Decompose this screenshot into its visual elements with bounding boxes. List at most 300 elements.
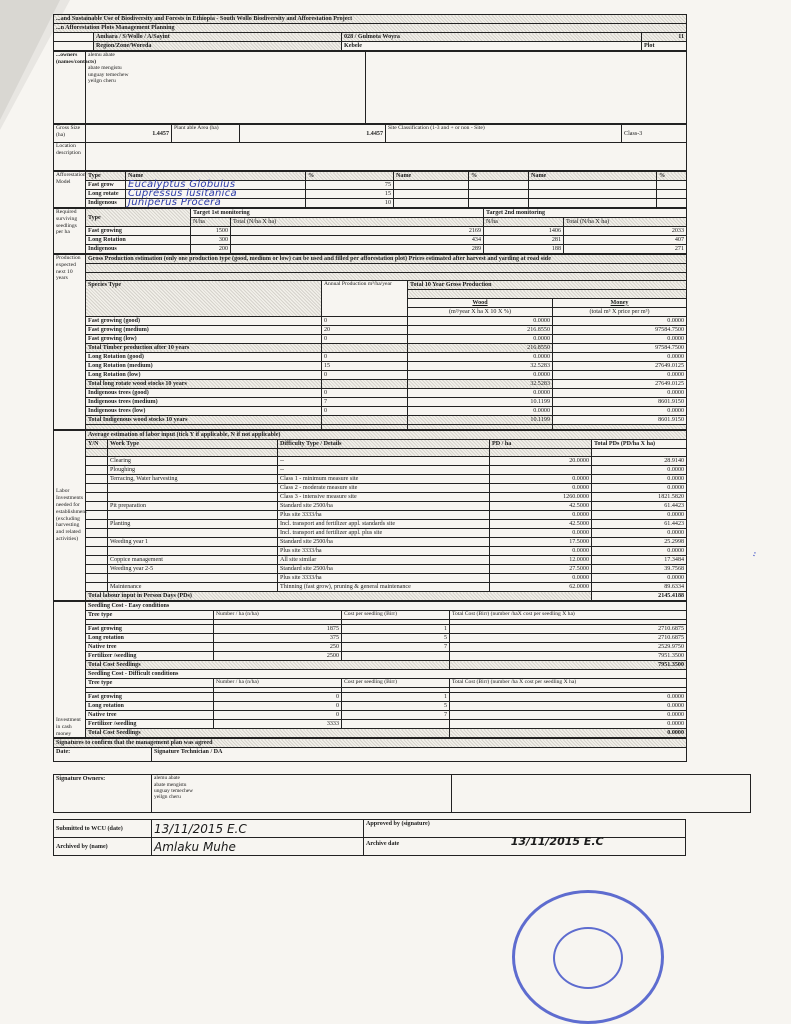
labour-pd: 0.0000: [490, 511, 592, 520]
seedling-total-label: Total Cost Seedlings: [86, 661, 450, 670]
production-annual: 7: [322, 397, 408, 406]
col-wood: Wood: [408, 298, 553, 307]
labour-difficulty: Standard site 2500/ha: [278, 538, 490, 547]
owner-name: yeilgn cheru: [88, 78, 116, 85]
labour-pd: 0.0000: [490, 529, 592, 538]
seedling-n1: 300: [191, 236, 231, 245]
production-species: Total Indigenous wood stocks 10 years: [86, 415, 322, 424]
production-money: 97584.7500: [553, 343, 687, 352]
labour-work-type: Planting: [108, 520, 278, 529]
investment-label: Investment in cash money: [54, 602, 86, 738]
labour-row: [54, 574, 687, 583]
col-yn: Y/N: [86, 439, 108, 448]
production-table: [53, 254, 687, 430]
labour-note: Average estimation of labor input (tick Y if applicable, N if not applicable): [86, 430, 687, 439]
production-wood: 32.5283: [408, 361, 553, 370]
owners-signature-table: [53, 774, 751, 813]
plantable-area-label: Plant able Area (ha): [172, 125, 240, 143]
labour-difficulty: Plus site 3333/ha: [278, 511, 490, 520]
labour-work-type: Clearing: [108, 457, 278, 466]
labour-pd: 42.5000: [490, 502, 592, 511]
production-species: Fast growing (low): [86, 334, 322, 343]
labour-difficulty: Class 1 - minimum measure site: [278, 475, 490, 484]
owners-signature-label: Signature Owners:: [54, 775, 152, 813]
production-wood: 0.0000: [408, 370, 553, 379]
seedling-cost: 1: [342, 693, 450, 702]
labour-yn: [86, 502, 108, 511]
owner-name: abate mengistu: [88, 64, 122, 71]
seedling-tree-type: Fertilizer /seedling: [86, 720, 214, 729]
col-name-3: Name: [529, 172, 657, 181]
location-label: Location description: [54, 143, 86, 171]
species-pct: 75: [306, 181, 394, 190]
seedling-cost: 5: [342, 702, 450, 711]
production-wood: 0.0000: [408, 352, 553, 361]
production-annual: 0: [322, 352, 408, 361]
date-label: Date:: [54, 748, 152, 762]
region-label: Region/Zone/Woreda: [94, 42, 342, 51]
col-nha: N/ha: [191, 218, 231, 227]
folded-corner-shadow: [0, 0, 60, 120]
labour-difficulty: Incl. transport and fertilizer appl. standards site: [278, 520, 490, 529]
labour-yn: [86, 475, 108, 484]
labour-difficulty: Class 2 - moderate measure site: [278, 484, 490, 493]
labour-total: 0.0000: [592, 547, 687, 556]
labour-total-label: Total labour input in Person Days (PDs): [86, 592, 592, 601]
seedling-tree-type: Fast growing: [86, 693, 214, 702]
labour-total: 0.0000: [592, 475, 687, 484]
labour-yn: [86, 583, 108, 592]
production-wood: 10.1199: [408, 397, 553, 406]
production-money: 27649.0125: [553, 379, 687, 388]
labour-difficulty: Plus site 3333/ha: [278, 574, 490, 583]
labour-difficulty: Class 3 - intensive measure site: [278, 493, 490, 502]
seedling-total: 2710.6875: [450, 634, 687, 643]
seedling-t1: 2169: [231, 227, 484, 236]
labour-row: [54, 520, 687, 529]
seedling-n1: 1500: [191, 227, 231, 236]
seedling-easy-table: [53, 601, 687, 738]
labour-total: 39.7568: [592, 565, 687, 574]
owner-signature-name: unguay temechew: [154, 787, 194, 794]
labour-yn: [86, 529, 108, 538]
labour-work-type: [108, 484, 278, 493]
production-annual: [322, 343, 408, 352]
approved-label: Approved by (signature): [364, 820, 686, 838]
labour-label: Labor Investments needed for establishment (excluding harvesting and related activities): [54, 430, 86, 601]
seedling-tree-type: Fertilizer /seedling: [86, 652, 214, 661]
production-wood: 10.1199: [408, 415, 553, 424]
col-pct-2: %: [469, 172, 529, 181]
seedling-t2: 2033: [564, 227, 687, 236]
production-money: 0.0000: [553, 352, 687, 361]
labour-yn: [86, 556, 108, 565]
seedling-cost: 7: [342, 711, 450, 720]
production-row: [54, 325, 687, 334]
archive-date-cell: [364, 835, 686, 856]
species-name: Cupressus lusitanica: [126, 190, 306, 199]
labour-pd: 27.5000: [490, 565, 592, 574]
production-wood: 0.0000: [408, 334, 553, 343]
production-species: Fast growing (medium): [86, 325, 322, 334]
labour-total-value: 2145.4188: [592, 592, 687, 601]
seedling-number: 375: [214, 634, 342, 643]
col-name: Name: [126, 172, 306, 181]
labour-row: [54, 493, 687, 502]
archived-name: Amlaku Muhe: [152, 838, 364, 856]
labour-pd: [490, 466, 592, 475]
labour-table: [53, 430, 687, 602]
model-type: Indigenous: [86, 199, 126, 208]
labour-row: [54, 538, 687, 547]
seedling-n2: 281: [484, 236, 564, 245]
seedling-n1: 200: [191, 245, 231, 254]
header-table: [53, 14, 687, 51]
owner-signature-name: alemu abate: [154, 775, 180, 782]
labour-yn: [86, 493, 108, 502]
col-pct: %: [306, 172, 394, 181]
labour-total: 1821.5820: [592, 493, 687, 502]
labour-pd: 1260.0000: [490, 493, 592, 502]
plot-label: Plot: [642, 42, 687, 51]
seedling-n2: 188: [484, 245, 564, 254]
seedlings-table: [53, 208, 687, 254]
seedling-tree-type: Long rotation: [86, 634, 214, 643]
site-class-label: Site Classification (1-3 and + or non - Site): [386, 125, 622, 143]
col-annual: Annual Production m³/ha/year: [322, 281, 408, 317]
site-class-value: Class-3: [622, 125, 687, 143]
production-annual: 0: [322, 388, 408, 397]
afforestation-model-table: [53, 171, 687, 208]
location-description: [86, 143, 687, 171]
production-annual: 0: [322, 370, 408, 379]
labour-yn: [86, 484, 108, 493]
seedling-type: Fast growing: [86, 227, 191, 236]
owner-name: unguay temechew: [88, 71, 129, 78]
labour-work-type: Pit preparation: [108, 502, 278, 511]
col-tree-type: Tree type: [86, 679, 214, 688]
seedling-total: 2529.9750: [450, 643, 687, 652]
labour-row: [54, 511, 687, 520]
col-cost: Cost per seedling (Birr): [342, 679, 450, 688]
labour-total: 61.4423: [592, 502, 687, 511]
production-label: Production expected next 10 years: [54, 255, 86, 430]
col-work: Work Type: [108, 439, 278, 448]
labour-work-type: Maintenance: [108, 583, 278, 592]
col-name-2: Name: [394, 172, 469, 181]
seedling-cost-row: [54, 643, 687, 652]
seedling-total-row: [54, 661, 687, 670]
owner-name: alemu abate: [88, 52, 115, 58]
col-tree-type: Tree type: [86, 611, 214, 620]
col-number: Number / ha (n/ha): [214, 679, 342, 688]
seedling-number: 3333: [214, 720, 342, 729]
seedling-easy-title: Seedling Cost - Easy conditions: [86, 602, 687, 611]
production-money: 97584.7500: [553, 325, 687, 334]
col-money: Money: [553, 298, 687, 307]
labour-difficulty: Thinning (fast grow), pruning & general maintenance: [278, 583, 490, 592]
labour-work-type: [108, 574, 278, 583]
labour-pd: 17.5000: [490, 538, 592, 547]
labour-row: [54, 556, 687, 565]
afforestation-model-label: Afforestation Model: [54, 172, 86, 208]
production-species: Long Rotation (low): [86, 370, 322, 379]
seedling-t1: 434: [231, 236, 484, 245]
kebele-value: 028 / Gulmota Woyra: [342, 33, 642, 42]
labour-yn: [86, 511, 108, 520]
labour-yn: [86, 538, 108, 547]
seedling-number: 250: [214, 643, 342, 652]
labour-work-type: [108, 493, 278, 502]
labour-total: 0.0000: [592, 511, 687, 520]
seedling-total: 0.0000: [450, 720, 687, 729]
owners-label: ...owners (names/contacts): [54, 52, 86, 124]
production-wood: 216.8550: [408, 325, 553, 334]
labour-difficulty: --: [278, 466, 490, 475]
labour-total: 17.3484: [592, 556, 687, 565]
confirm-note: Signatures to confirm that the management plan was agreed: [54, 739, 687, 748]
owner-signature-name: yeilgn cheru: [154, 793, 181, 800]
col-total-cost: Total Cost (Birr) (number /haX cost per seedling X ha): [450, 611, 687, 620]
labour-yn: [86, 520, 108, 529]
seedling-total: 2710.6875: [450, 625, 687, 634]
production-wood: 216.8550: [408, 343, 553, 352]
labour-yn: [86, 565, 108, 574]
production-species: Long Rotation (medium): [86, 361, 322, 370]
production-money: 0.0000: [553, 388, 687, 397]
labour-yn: [86, 466, 108, 475]
labour-total: 61.4423: [592, 520, 687, 529]
production-wood: 0.0000: [408, 388, 553, 397]
production-row: [54, 334, 687, 343]
col-pct-3: %: [657, 172, 687, 181]
production-species: Long Rotation (good): [86, 352, 322, 361]
col-total-production: Total 10 Year Gross Production: [408, 281, 687, 290]
submitted-label: Submitted to WCU (date): [54, 820, 152, 838]
seedling-total-value: 0.0000: [450, 729, 687, 738]
labour-row: [54, 475, 687, 484]
archive-date-value: 13/11/2015 E.C: [510, 835, 604, 849]
seedling-difficult-title: Seedling Cost - Difficult conditions: [86, 670, 687, 679]
seedling-total: 0.0000: [450, 693, 687, 702]
seedling-n2: 1406: [484, 227, 564, 236]
production-wood: 0.0000: [408, 406, 553, 415]
management-plan-form: [53, 14, 686, 856]
production-row: [54, 415, 687, 424]
production-row: [54, 361, 687, 370]
seedling-t2: 407: [564, 236, 687, 245]
species-name: Eucalyptus Globulus: [126, 181, 306, 190]
labour-work-type: [108, 529, 278, 538]
production-annual: [322, 415, 408, 424]
labour-difficulty: --: [278, 457, 490, 466]
archived-label: Archived by (name): [54, 838, 152, 856]
production-row: [54, 397, 687, 406]
col-money-sub: (total m³ X price per m³): [553, 307, 687, 316]
col-nha-2: N/ha: [484, 218, 564, 227]
species-pct: 15: [306, 190, 394, 199]
production-money: 8601.9150: [553, 397, 687, 406]
production-species: Total Timber production after 10 years: [86, 343, 322, 352]
labour-row: [54, 565, 687, 574]
species-pct: 10: [306, 199, 394, 208]
plot-info-table: [53, 124, 687, 171]
col-total-cost: Total Cost (Birr) (number /ha X cost per seedling X ha): [450, 679, 687, 688]
seedling-t2: 271: [564, 245, 687, 254]
labour-total: 0.0000: [592, 466, 687, 475]
labour-row: [54, 583, 687, 592]
production-money: 27649.0125: [553, 361, 687, 370]
target-2: Target 2nd monitoring: [484, 209, 687, 218]
seedling-tree-type: Long rotation: [86, 702, 214, 711]
gross-size-value: 1.4457: [86, 125, 172, 143]
col-difficulty: Difficulty Type / Details: [278, 439, 490, 448]
labour-row: [54, 502, 687, 511]
labour-difficulty: Standard site 2500/ha: [278, 565, 490, 574]
col-cost: Cost per seedling (Birr): [342, 611, 450, 620]
seedling-cost-row: [54, 693, 687, 702]
labour-work-type: Weeding year 1: [108, 538, 278, 547]
owner-signature-name: abate mengistu: [154, 781, 187, 788]
labour-row: [54, 529, 687, 538]
labour-difficulty: All site similar: [278, 556, 490, 565]
labour-yn: [86, 457, 108, 466]
gross-size-label: Gross Size (ha): [54, 125, 86, 143]
labour-total: 25.2998: [592, 538, 687, 547]
seedling-type: Long Rotation: [86, 236, 191, 245]
seedling-number: 2500: [214, 652, 342, 661]
labour-work-type: Terracing, Water harvesting: [108, 475, 278, 484]
owners-signature-space: [452, 775, 751, 813]
col-pd: PD / ha: [490, 439, 592, 448]
production-row: [54, 379, 687, 388]
owners-list: [86, 52, 366, 124]
production-row: [54, 352, 687, 361]
col-total-1: Total (N/ha X ha): [231, 218, 484, 227]
seedling-cost: [342, 720, 450, 729]
production-annual: 0: [322, 334, 408, 343]
official-stamp: [512, 890, 664, 1024]
seedling-cost-row: [54, 652, 687, 661]
labour-work-type: [108, 511, 278, 520]
labour-difficulty: Standard site 2500/ha: [278, 502, 490, 511]
production-row: [54, 370, 687, 379]
archive-date-label: Archive date: [366, 841, 400, 848]
labour-work-type: Coppice management: [108, 556, 278, 565]
col-type: Type: [86, 209, 191, 227]
col-number: Number / ha (n/ha): [214, 611, 342, 620]
seedling-cost-row: [54, 634, 687, 643]
labour-total: 0.0000: [592, 484, 687, 493]
seedling-cost-row: [54, 711, 687, 720]
seedling-total: 7951.3500: [450, 652, 687, 661]
labour-row: [54, 547, 687, 556]
seedling-number: 0: [214, 693, 342, 702]
seedling-total-value: 7951.3500: [450, 661, 687, 670]
technician-label: Signature Technician / DA: [152, 748, 687, 762]
labour-difficulty: Incl. transport and fertilizer appl. plus site: [278, 529, 490, 538]
labour-total: 0.0000: [592, 529, 687, 538]
form-title: ...n Afforestation Plots Management Planning: [54, 24, 687, 33]
production-wood: 0.0000: [408, 316, 553, 325]
kebele-label: Kebele: [342, 42, 642, 51]
submitted-date: 13/11/2015 E.C: [152, 820, 364, 838]
production-row: [54, 406, 687, 415]
seedling-total: 0.0000: [450, 702, 687, 711]
labour-pd: 0.0000: [490, 547, 592, 556]
target-1: Target 1st monitoring: [191, 209, 484, 218]
col-species: Species Type: [86, 281, 322, 317]
seedlings-label: Required surviving seedlings per ha: [54, 209, 86, 254]
production-annual: 0: [322, 316, 408, 325]
labour-pd: 0.0000: [490, 475, 592, 484]
labour-row: [54, 466, 687, 475]
owners-table: [53, 51, 687, 124]
production-row: [54, 316, 687, 325]
labour-row: [54, 484, 687, 493]
production-money: 0.0000: [553, 370, 687, 379]
seedling-cost: 5: [342, 634, 450, 643]
seedling-number: 1875: [214, 625, 342, 634]
labour-difficulty: Plus site 3333/ha: [278, 547, 490, 556]
labour-total: 89.6334: [592, 583, 687, 592]
production-annual: 15: [322, 361, 408, 370]
seedling-t1: 289: [231, 245, 484, 254]
labour-pd: 62.0000: [490, 583, 592, 592]
col-type: Type: [86, 172, 126, 181]
labour-pd: 0.0000: [490, 574, 592, 583]
labour-pd: 0.0000: [490, 484, 592, 493]
seedling-cost-row: [54, 702, 687, 711]
labour-total-row: [54, 592, 687, 601]
production-species: Indigenous trees (medium): [86, 397, 322, 406]
seedling-total: 0.0000: [450, 711, 687, 720]
col-total-pd: Total PDs (PD/ha X ha): [592, 439, 687, 448]
seedling-tree-type: Native tree: [86, 711, 214, 720]
production-species: Indigenous trees (low): [86, 406, 322, 415]
seedling-tree-type: Native tree: [86, 643, 214, 652]
seedling-cost: 7: [342, 643, 450, 652]
labour-work-type: Ploughing: [108, 466, 278, 475]
seedling-tree-type: Fast growing: [86, 625, 214, 634]
seedling-number: 0: [214, 702, 342, 711]
labour-pd: 20.0000: [490, 457, 592, 466]
production-wood: 32.5283: [408, 379, 553, 388]
production-row: [54, 343, 687, 352]
labour-work-type: Weeding year 2-5: [108, 565, 278, 574]
seedling-cost: 1: [342, 625, 450, 634]
signatures-table: [53, 738, 687, 762]
production-species: Total long rotate wood stocks 10 years: [86, 379, 322, 388]
production-note: Gross Production estimation (only one production type (good, medium or low) can be used and filled per afforestation plot) Prices estimated after harvest and yarding at road side: [86, 255, 687, 264]
seedling-total-row: [54, 729, 687, 738]
production-money: 8601.9150: [553, 415, 687, 424]
labour-yn: [86, 547, 108, 556]
seedling-cost-row: [54, 720, 687, 729]
seedling-type: Indigenous: [86, 245, 191, 254]
production-row: [54, 388, 687, 397]
plot-number: 11: [642, 33, 687, 42]
labour-pd: 42.5000: [490, 520, 592, 529]
labour-total: 0.0000: [592, 574, 687, 583]
woreda-value: Amhara / S/Wollo / A/Sayint: [94, 33, 342, 42]
production-species: Indigenous trees (good): [86, 388, 322, 397]
production-annual: 20: [322, 325, 408, 334]
margin-handwriting: ᐧᐧ: [747, 549, 762, 560]
submission-table: [53, 819, 686, 856]
stamp-inner-ring: [553, 927, 623, 989]
seedling-number: 0: [214, 711, 342, 720]
